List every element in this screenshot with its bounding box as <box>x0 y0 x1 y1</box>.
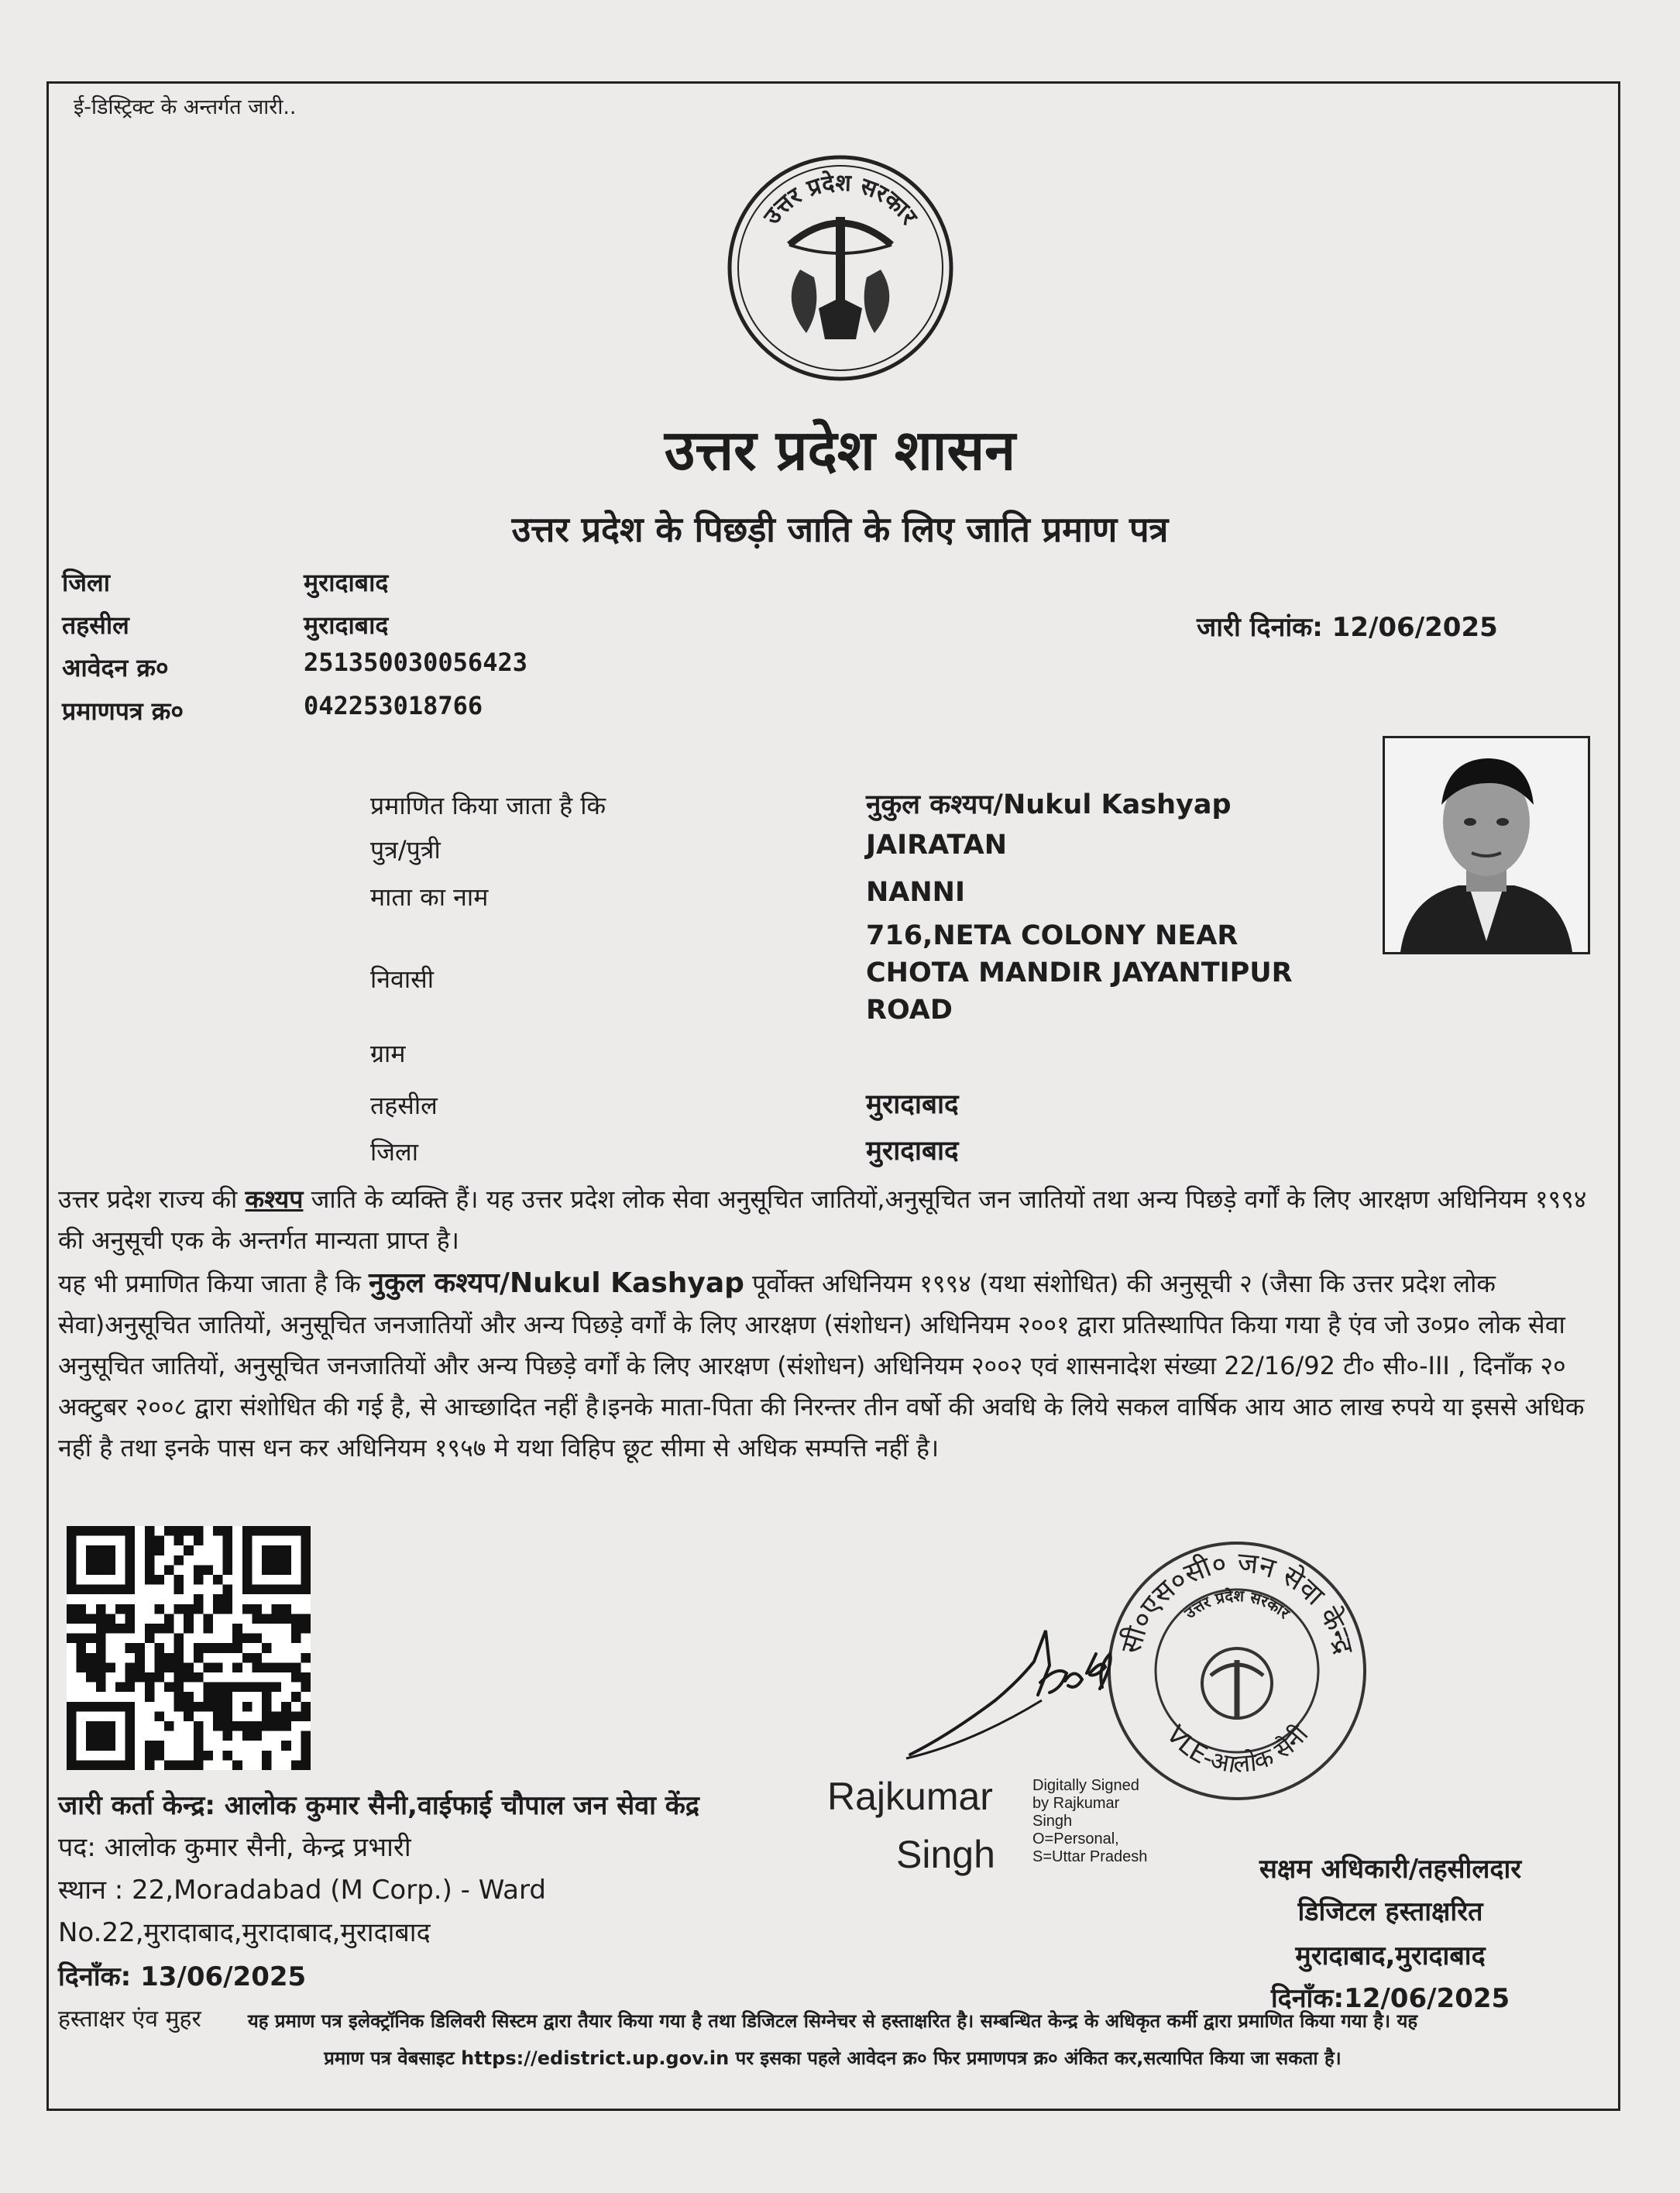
father-name: JAIRATAN <box>866 830 1007 861</box>
issuer-place-line2: No.22,मुरादाबाद,मुरादाबाद,मुरादाबाद <box>58 1917 431 1948</box>
ds-info-line: S=Uttar Pradesh <box>1032 1848 1148 1865</box>
application-no-label: आवेदन क्र० <box>62 653 169 682</box>
handwritten-signature <box>902 1619 1119 1762</box>
page-subtitle: उत्तर प्रदेश के पिछड़ी जाति के लिए जाति प्रमाण पत्र <box>511 509 1169 550</box>
tehsil-label: तहसील <box>62 610 129 640</box>
svg-text:उत्तर प्रदेश सरकार <box>1180 1586 1294 1623</box>
address-line-2: CHOTA MANDIR JAYANTIPUR <box>866 957 1293 988</box>
issued-under-note: ई-डिस्ट्रिक्ट के अन्तर्गत जारी.. <box>74 95 297 119</box>
detail-tehsil-value: मुरादाबाद <box>866 1089 959 1120</box>
issuer-post: पद: आलोक कुमार सैनी, केन्द्र प्रभारी <box>58 1832 411 1863</box>
issuer-date: दिनाँक: 13/06/2025 <box>58 1961 307 1992</box>
ds-info-line: O=Personal, <box>1032 1830 1119 1848</box>
certified-label: प्रमाणित किया जाता है कि <box>370 791 606 820</box>
ds-name-line1: Rajkumar <box>827 1775 993 1818</box>
qr-code <box>67 1526 311 1770</box>
application-no-value: 251350030056423 <box>304 648 527 677</box>
mother-name-label: माता का नाम <box>370 882 489 912</box>
applicant-photo <box>1383 736 1590 954</box>
resident-label: निवासी <box>370 964 435 994</box>
footer-note <box>58 2002 1607 2077</box>
authority-signed: डिजिटल हस्ताक्षरित <box>1297 1896 1483 1927</box>
applicant-name: नुकुल कश्यप/Nukul Kashyap <box>866 789 1232 820</box>
creamy-layer-declaration <box>58 1263 1599 1469</box>
authority-date: दिनाँक:12/06/2025 <box>1270 1983 1510 2014</box>
address-line-3: ROAD <box>866 995 953 1026</box>
ds-info <box>1032 1777 1147 1866</box>
detail-district-label: जिला <box>370 1137 419 1167</box>
certificate-no-value: 042253018766 <box>304 691 483 720</box>
svg-text:उत्तर प्रदेश सरकार: उत्तर प्रदेश सरकार <box>758 169 923 230</box>
issuer-centre: जारी कर्ता केन्द्र: आलोक कुमार सैनी,वाईफाई चौपाल जन सेवा केंद्र <box>58 1790 699 1821</box>
footer-line-1: यह प्रमाण पत्र इलेक्ट्रॉनिक डिलिवरी सिस्टम द्वारा तैयार किया गया है तथा डिजिटल सिग्नेचर से हस्ताक्षरित है। सम्बन्धित केन्द्र के अधिकृत कर्मी द्वारा प्रमाणित किया गया है। यह <box>247 2010 1418 2032</box>
district-value: मुरादाबाद <box>304 568 389 597</box>
detail-district-value: मुरादाबाद <box>866 1136 959 1167</box>
mother-name: NANNI <box>866 877 965 908</box>
caste-name: कश्यप <box>245 1184 304 1214</box>
detail-tehsil-label: तहसील <box>370 1091 438 1120</box>
seal-bottom-text: VLE-आलोक सैनी <box>1160 1719 1314 1779</box>
para2-pre: यह भी प्रमाणित किया जाता है कि <box>58 1269 369 1298</box>
certificate-no-label: प्रमाणपत्र क्र० <box>62 696 184 726</box>
tehsil-value: मुरादाबाद <box>304 610 389 640</box>
caste-declaration <box>58 1179 1599 1261</box>
seal-outer-text: सी०एस०सी० जन सेवा केन्द्र <box>1115 1546 1359 1658</box>
issue-date: जारी दिनांक: 12/06/2025 <box>1197 612 1498 643</box>
address-line-1: 716,NETA COLONY NEAR <box>866 920 1239 951</box>
para2-name: नुकुल कश्यप/Nukul Kashyap <box>368 1267 744 1299</box>
person-photo-icon <box>1385 738 1588 952</box>
ds-name-line2: Singh <box>896 1833 995 1876</box>
authority-title: सक्षम अधिकारी/तहसीलदार <box>1259 1854 1522 1885</box>
svg-text:VLE-आलोक सैनी <box>1161 1719 1314 1779</box>
up-emblem-icon <box>726 153 955 383</box>
csc-seal <box>1104 1538 1371 1805</box>
para1-post: जाति के व्यक्ति हैं। यह उत्तर प्रदेश लोक सेवा अनुसूचित जातियों,अनुसूचित जन जातियों तथा अन्य पिछड़े वर्गों के लिए आरक्षण अधिनियम १९९४ की अनुसूची एक के अन्तर्गत मान्यता प्राप्त है। <box>58 1184 1587 1255</box>
footer-line-2: प्रमाण पत्र वेबसाइट https://edistrict.up.gov.in पर इसका पहले आवेदन क्र० फिर प्रमाणपत्र क्र० अंकित कर,सत्यापित किया जा सकता है। <box>324 2047 1342 2069</box>
issuer-place-line1: स्थान : 22,Moradabad (M Corp.) - Ward <box>58 1875 546 1906</box>
son-daughter-label: पुत्र/पुत्री <box>370 835 441 864</box>
para2-post: पूर्वोक्त अधिनियम १९९४ (यथा संशोधित) की अनुसूची २ (जैसा कि उत्तर प्रदेश लोक सेवा)अनुसूचित जातियों, अनुसूचित जनजातियों और अन्य पिछड़े वर्गों के लिए आरक्षण (संशोधन) अधिनियम २००१ द्वारा प्रतिस्थापित किया गया है एंव जो उ०प्र० लोक सेवा अनुसूचित जातियों, अनुसूचित जनजातियों और अन्य पिछड़े वर्गों के लिए आरक्षण (संशोधन) अधिनियम २००२ एवं शासनादेश संख्या 22/16/92 टी० सी०-III , दिनाँक २० अक्टुबर २००८ द्वारा संशोधित की गई है, से आच्छादित नहीं है।इनके माता-पिता की निरन्तर तीन वर्षो की अवधि के लिये सकल वार्षिक आय आठ लाख रुपये या इससे अधिक नहीं है तथा इनके पास धन कर अधिनियम १९५७ मे यथा विहिप छूट सीमा से अधिक सम्पत्ति नहीं है। <box>58 1269 1585 1463</box>
ds-info-line: Digitally Signed <box>1032 1777 1139 1794</box>
ds-info-line: Singh <box>1032 1813 1073 1830</box>
authority-place: मुरादाबाद,मुरादाबाद <box>1295 1940 1486 1971</box>
district-label: जिला <box>62 568 111 597</box>
village-label: ग्राम <box>370 1039 406 1068</box>
para1-pre: उत्तर प्रदेश राज्य की <box>58 1184 246 1214</box>
ds-info-line: by Rajkumar <box>1032 1795 1120 1812</box>
page-title: उत्तर प्रदेश शासन <box>664 417 1016 483</box>
seal-inner-text: उत्तर प्रदेश सरकार <box>1180 1586 1293 1623</box>
sign-and-seal-label: हस्ताक्षर एंव मुहर <box>58 2006 201 2033</box>
